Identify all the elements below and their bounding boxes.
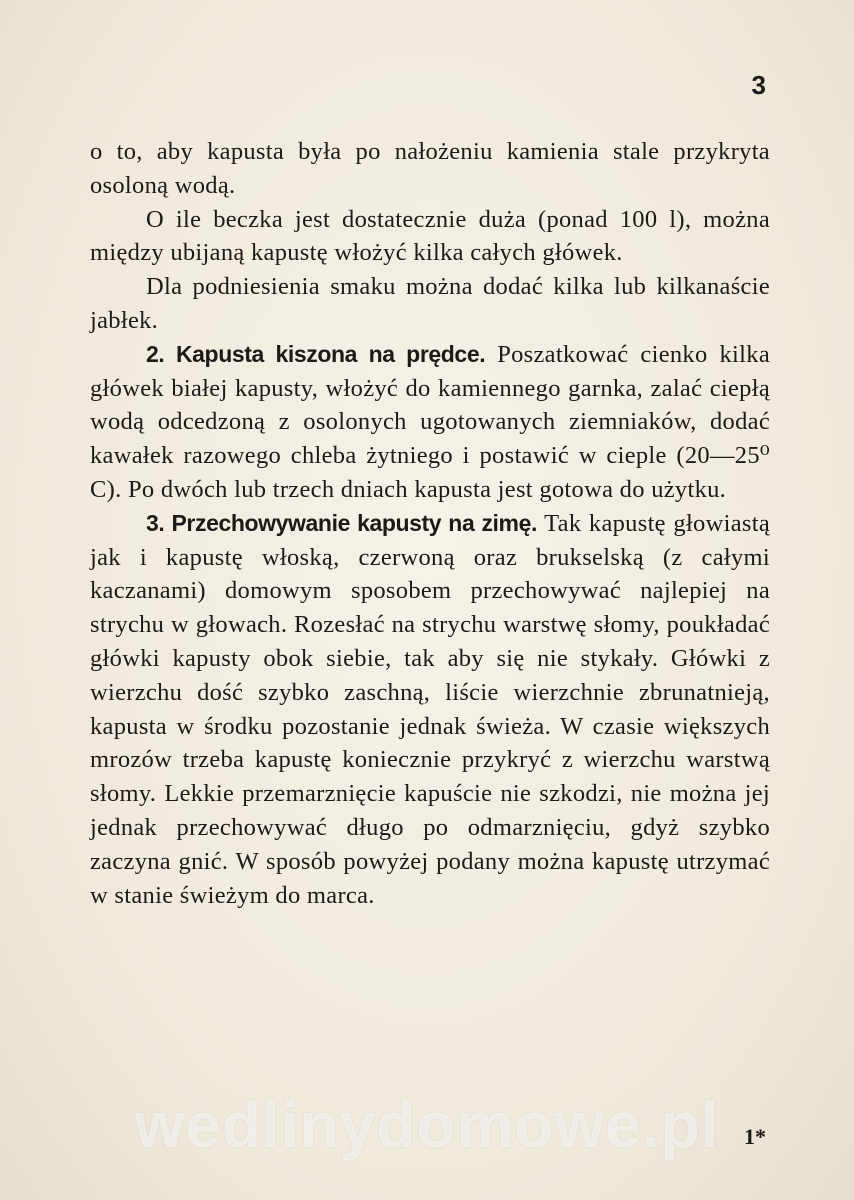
paragraph-continuation <box>90 135 770 203</box>
paragraph-barrel-size <box>90 203 770 271</box>
paragraph-apples <box>90 270 770 338</box>
paragraph-winter-storage <box>90 507 770 913</box>
watermark: wedlinydomowe.pl <box>134 1089 720 1161</box>
page-number: 3 <box>751 70 766 100</box>
paragraph-text: Poszatkować cienko kilka główek białej kapusty, włożyć do kamiennego garnka, zalać ciepłą wodą odcedzoną z osolonych ugotowanych ziemniaków, dodać kawałek razowego chleba żytniego i postawić w cieple (20—25⁰ C). Po dwóch lub trzech dniach kapusta jest gotowa do użytku. <box>90 340 770 503</box>
paragraph-text: Dla podniesienia smaku można dodać kilka lub kilkanaście jabłek. <box>90 273 770 334</box>
section-heading: 3. Przechowywanie kapusty na zimę. <box>146 509 537 536</box>
paragraph-quick-sauerkraut <box>90 338 770 507</box>
body-text <box>90 135 770 912</box>
paragraph-text: o to, aby kapusta była po nałożeniu kamienia stale przykryta osoloną wodą. <box>90 138 770 199</box>
paragraph-text: Tak kapustę głowiastą jak i kapustę włoską, czerwoną oraz brukselską (z całymi kaczanami) domowym sposobem przechowywać najlepiej na strychu w głowach. Rozesłać na strychu warstwę słomy, poukładać główki kapusty obok siebie, tak aby się nie stykały. Główki z wierzchu dość szybko zaschną, liście wierzchnie zbrunatnieją, kapusta w środku pozostanie jednak świeża. W czasie większych mrozów trzeba kapustę koniecznie przykryć z wierzchu warstwą słomy. Lekkie przemarznięcie kapuście nie szkodzi, nie można jej jednak przechowywać długo po odmarznięciu, gdyż szybko zaczyna gnić. W sposób powyżej podany można kapustę utrzymać w stanie świeżym do marca. <box>90 509 770 909</box>
signature-mark: 1* <box>744 1124 766 1149</box>
paragraph-text: O ile beczka jest dostatecznie duża (ponad 100 l), można między ubijaną kapustę włożyć kilka całych główek. <box>90 205 770 267</box>
section-heading: 2. Kapusta kiszona na prędce. <box>146 340 486 367</box>
